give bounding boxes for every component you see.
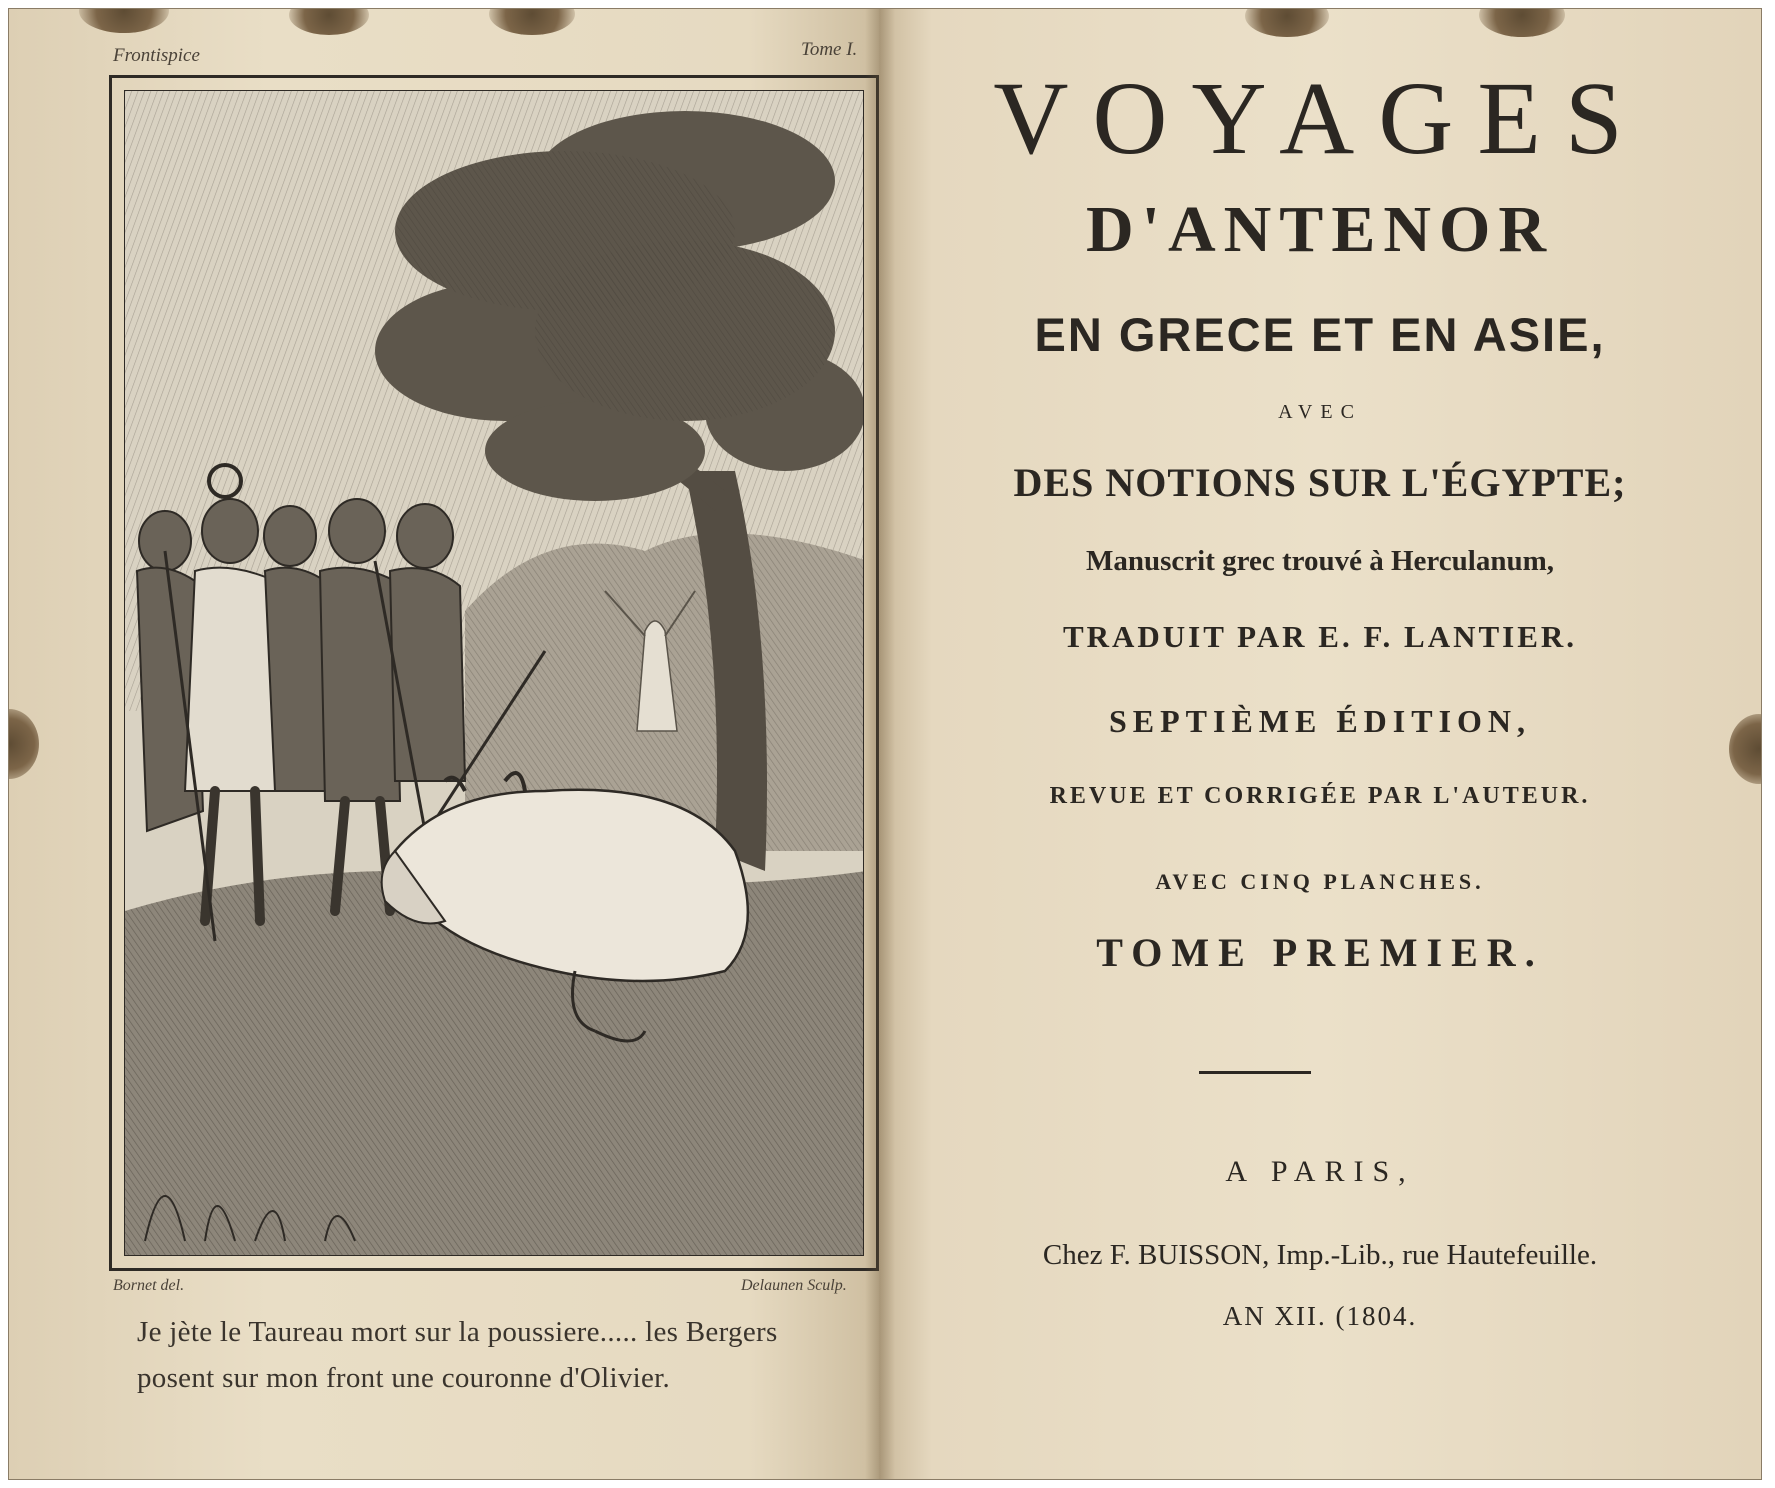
- plates-line: AVEC CINQ PLANCHES.: [1155, 869, 1485, 894]
- volume-line: TOME PREMIER.: [1096, 930, 1544, 975]
- imprint-city: A PARIS,: [1225, 1155, 1415, 1188]
- caption-line-2: posent sur mon front une couronne d'Olivier.: [137, 1362, 671, 1394]
- title-antenor: D'ANTENOR: [1085, 193, 1555, 266]
- title-notions-egypte: DES NOTIONS SUR L'ÉGYPTE;: [1013, 460, 1627, 505]
- drawn-by-credit: Bornet del.: [113, 1277, 185, 1294]
- engraving-plate: [109, 75, 879, 1271]
- translator-line: TRADUIT PAR E. F. LANTIER.: [1062, 619, 1578, 654]
- engraving-illustration: [124, 90, 864, 1256]
- imprint-date: AN XII. (1804.: [1222, 1301, 1418, 1331]
- revision-line: REVUE ET CORRIGÉE PAR L'AUTEUR.: [1049, 783, 1591, 809]
- engraved-by-credit: Delaunen Sculp.: [741, 1277, 847, 1294]
- title-page: [879, 9, 1761, 1479]
- title-avec: AVEC: [1278, 401, 1362, 423]
- title-grece-asie: EN GRECE ET EN ASIE,: [1034, 308, 1606, 361]
- book-gutter: [865, 9, 895, 1479]
- tome-label: Tome I.: [801, 39, 858, 60]
- left-page: [9, 9, 879, 1479]
- title-voyages: VOYAGES: [993, 61, 1647, 176]
- caption-line-1: Je jète le Taureau mort sur la poussiere..... les Bergers: [137, 1316, 778, 1348]
- frontispiece-label: Frontispice: [113, 45, 200, 66]
- edition-line: SEPTIÈME ÉDITION,: [1108, 703, 1532, 739]
- divider-rule: [1199, 1071, 1311, 1074]
- imprint-publisher: Chez F. BUISSON, Imp.-Lib., rue Hautefeuille.: [1042, 1239, 1598, 1271]
- book-spread: [8, 8, 1762, 1480]
- manuscript-note: Manuscrit grec trouvé à Herculanum,: [1086, 545, 1554, 577]
